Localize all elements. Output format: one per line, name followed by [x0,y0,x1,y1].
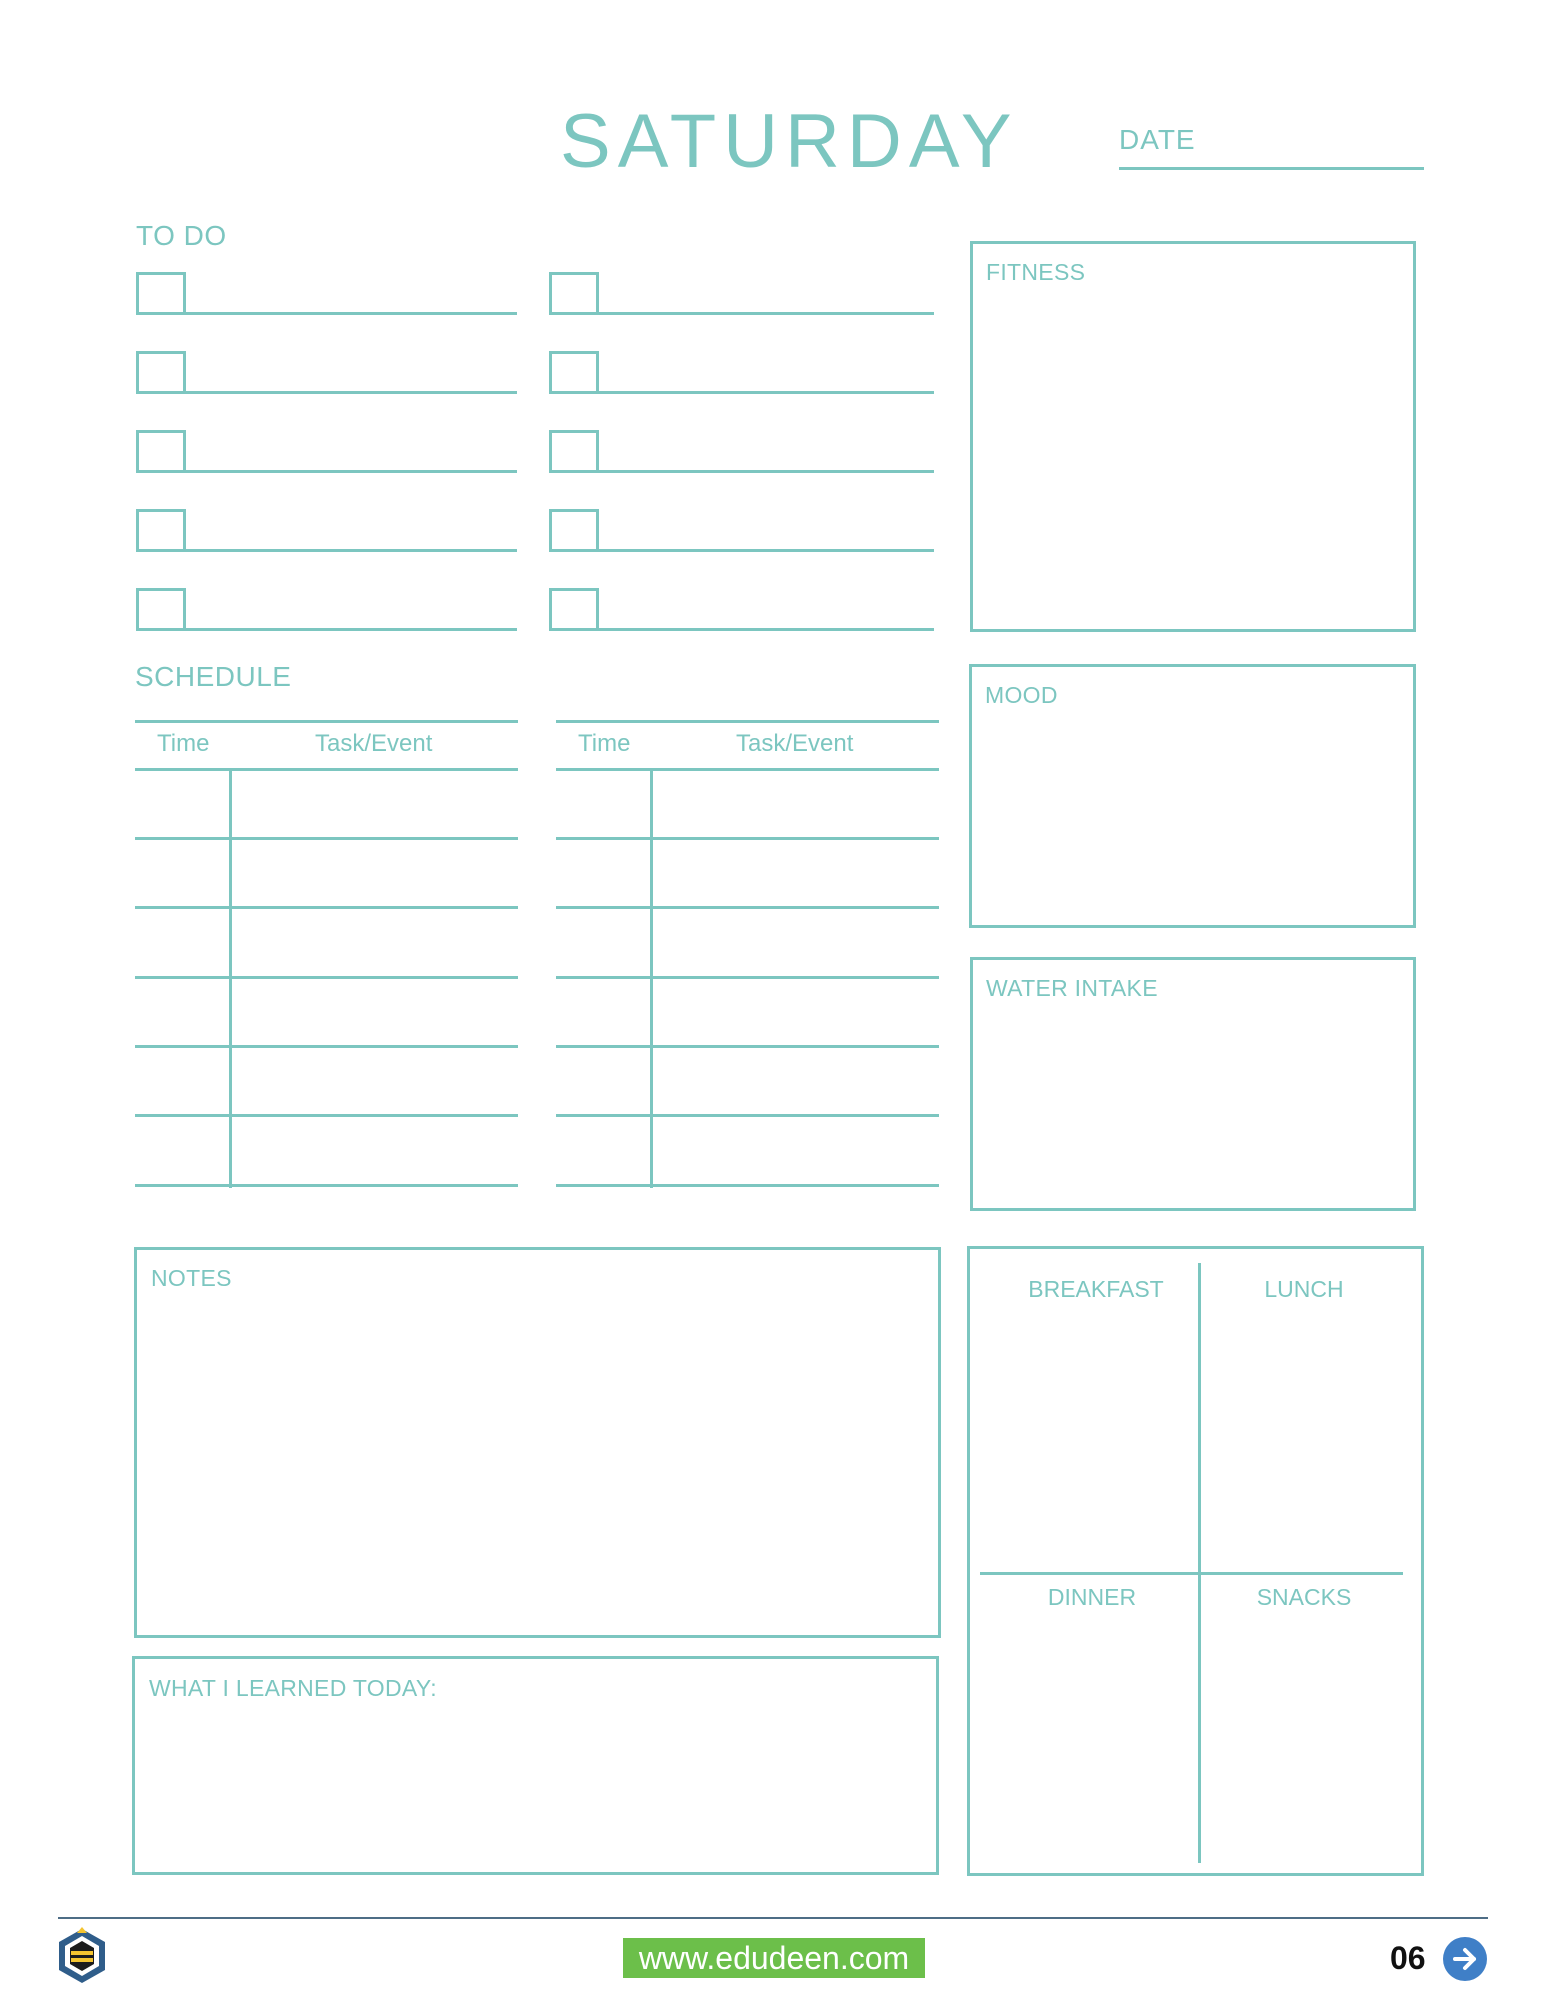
water-intake-box[interactable] [970,957,1416,1211]
learned-label: WHAT I LEARNED TODAY: [149,1675,437,1701]
todo-checkbox[interactable] [136,430,186,473]
todo-line[interactable] [599,470,934,473]
todo-checkbox[interactable] [136,588,186,631]
schedule-row[interactable] [135,1045,518,1048]
schedule-header-rule [556,768,939,771]
todo-line[interactable] [599,628,934,631]
page-number: 06 [1390,1940,1426,1976]
todo-line[interactable] [186,549,517,552]
schedule-row[interactable] [556,906,939,909]
hexagon-logo-icon [56,1927,108,1985]
date-label: DATE [1119,124,1196,155]
schedule-time-header: Time [578,730,631,757]
todo-label: TO DO [136,220,227,251]
todo-line[interactable] [186,312,517,315]
todo-checkbox[interactable] [549,588,599,631]
meals-vertical-divider [1198,1263,1201,1863]
schedule-header-rule [135,768,518,771]
snacks-label: SNACKS [1256,1584,1352,1610]
todo-checkbox[interactable] [549,430,599,473]
todo-line[interactable] [599,549,934,552]
schedule-row[interactable] [135,1184,518,1187]
footer-rule [58,1917,1488,1919]
page-title: SATURDAY [560,99,1019,184]
lunch-label: LUNCH [1264,1276,1344,1302]
todo-line[interactable] [186,628,517,631]
breakfast-label: BREAKFAST [1028,1276,1164,1302]
todo-checkbox[interactable] [549,509,599,552]
schedule-row[interactable] [135,1114,518,1117]
schedule-task-header: Task/Event [736,730,854,757]
schedule-row[interactable] [556,1045,939,1048]
schedule-row[interactable] [135,976,518,979]
schedule-row[interactable] [135,906,518,909]
water-intake-label: WATER INTAKE [986,975,1158,1001]
dinner-label: DINNER [1047,1584,1137,1610]
schedule-time-header: Time [157,730,210,757]
meals-box [967,1246,1424,1876]
todo-checkbox[interactable] [549,272,599,315]
next-page-button[interactable] [1443,1937,1487,1981]
mood-box[interactable] [969,664,1416,928]
schedule-task-header: Task/Event [315,730,433,757]
date-field-line[interactable] [1119,167,1424,170]
notes-label: NOTES [151,1265,232,1291]
schedule-top-rule [556,720,939,723]
fitness-box[interactable] [970,241,1416,632]
todo-checkbox[interactable] [136,509,186,552]
schedule-row[interactable] [556,1184,939,1187]
schedule-row[interactable] [556,1114,939,1117]
schedule-row[interactable] [556,837,939,840]
todo-checkbox[interactable] [136,351,186,394]
arrow-right-icon [1450,1944,1480,1974]
learned-box[interactable] [132,1656,939,1875]
schedule-row[interactable] [135,837,518,840]
mood-label: MOOD [985,682,1058,708]
meals-horizontal-divider [980,1572,1403,1575]
schedule-label: SCHEDULE [135,661,292,692]
fitness-label: FITNESS [986,259,1086,285]
todo-checkbox[interactable] [549,351,599,394]
website-url[interactable]: www.edudeen.com [623,1938,925,1978]
todo-line[interactable] [186,391,517,394]
notes-box[interactable] [134,1247,941,1638]
todo-line[interactable] [599,391,934,394]
todo-checkbox[interactable] [136,272,186,315]
schedule-row[interactable] [556,976,939,979]
todo-line[interactable] [599,312,934,315]
todo-line[interactable] [186,470,517,473]
schedule-top-rule [135,720,518,723]
